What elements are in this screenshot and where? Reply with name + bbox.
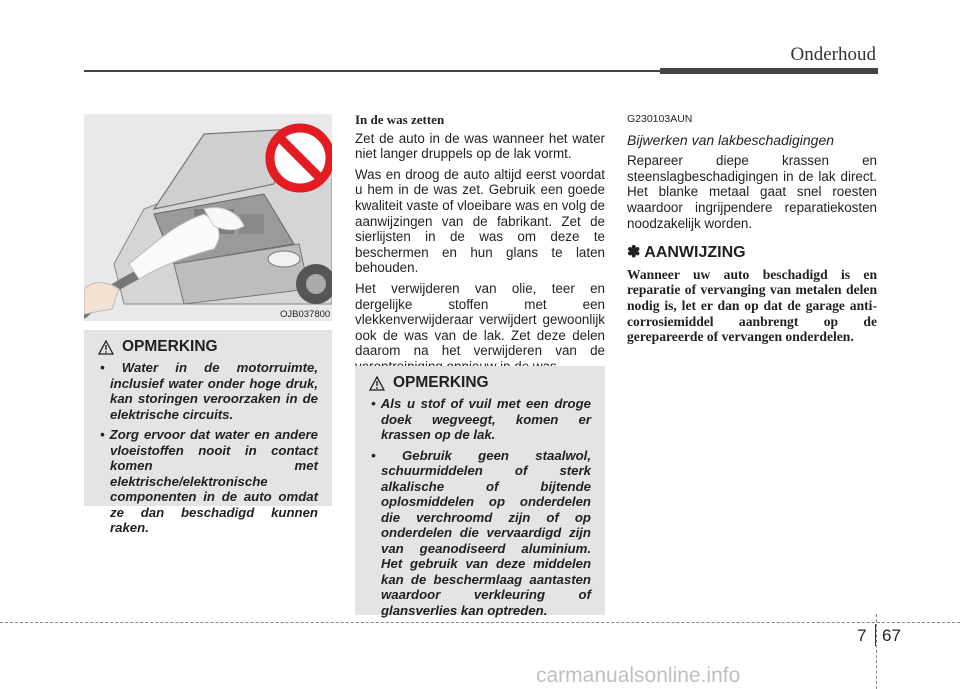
note-heading xyxy=(627,245,877,261)
warning-box-engine xyxy=(84,330,332,535)
warning-item: • Water in de motorruimte, inclusief water onder hoge druk, kan storingen veroorzaken in de elektrische circuits. xyxy=(98,360,318,422)
warning-title-row xyxy=(369,374,591,392)
note-text: Wanneer uw auto beschadigd is en reparatie of vervanging van metalen delen nodig is, let er dan op dat de garage anti-corrosiemiddel aanbrengt op de gerepareerde of vervangen onderdelen. xyxy=(627,266,877,345)
warning-triangle-icon xyxy=(369,376,385,391)
warning-title-row xyxy=(98,338,318,356)
section-code: G230103AUN xyxy=(627,113,693,125)
page-number-separator xyxy=(875,624,876,646)
warning-title: OPMERKING xyxy=(122,338,218,355)
header-rule xyxy=(84,70,660,72)
warning-item: • Gebruik geen staalwol, schuurmiddelen of sterk alkalische of bijtende oplosmiddelen op onderdelen die verchroomd zijn of op onderdelen die vervaardigd zijn van geanodiseerd aluminium. Het gebruik van deze middelen kan de beschermlaag aantasten waardoor verkleuring of glansverlies kan optreden. xyxy=(369,448,591,619)
header-rule-accent xyxy=(660,68,878,74)
note-symbol-icon: ✽ xyxy=(627,244,641,262)
paragraph: Was en droog de auto altijd eerst voordat u hem in de was zet. Gebruik een goede kwaliteit vaste of vloeibare was en volg de aanwijzingen van de fabrikant. Zet de sierlijsten in de was om deze te beschermen en hun glans te laten behouden. xyxy=(355,166,605,276)
right-column xyxy=(627,112,877,345)
warning-item: • Als u stof of vuil met een droge doek wegveegt, komen er krassen op de lak. xyxy=(369,396,591,443)
warning-list xyxy=(98,360,318,536)
paragraph: Repareer diepe krassen en steenslagbeschadigingen in de lak direct. Het blanke metaal gaat snel roesten waardoor ingrijpendere reparatiekosten noodzakelijk worden. xyxy=(627,153,877,231)
illustration-no-engine-wash xyxy=(84,114,332,321)
chapter-number: 7 xyxy=(857,626,867,645)
page-number: 67 xyxy=(882,626,901,645)
section-heading: Bijwerken van lakbeschadigingen xyxy=(627,131,835,148)
footer-rule xyxy=(0,622,960,623)
warning-item: • Zorg ervoor dat water en andere vloeistoffen nooit in contact komen met elektrische/elektronische componenten in de auto omdat ze dan beschadigd kunnen raken. xyxy=(98,427,318,536)
page-header-title: Onderhoud xyxy=(790,44,876,65)
warning-triangle-icon xyxy=(98,340,114,355)
footer-divider xyxy=(876,614,877,689)
warning-title: OPMERKING xyxy=(393,374,489,391)
note-title: AANWIJZING xyxy=(644,244,746,262)
section-heading: In de was zetten xyxy=(355,112,445,127)
middle-column xyxy=(355,112,605,380)
paragraph: Zet de auto in de was wanneer het water niet langer druppels op de lak vormt. xyxy=(355,130,605,162)
car-wash-prohibited-illustration xyxy=(84,114,332,321)
watermark: carmanualsonline.info xyxy=(536,664,741,687)
warning-list xyxy=(369,396,591,618)
paragraph: Het verwijderen van olie, teer en dergelijke stoffen met een vlekkenverwijderaar verwijdert gewoonlijk ook de was van de lak. Zet deze delen daarom na het verwijderen van de xyxy=(355,280,605,359)
figure-code: OJB037800 xyxy=(280,309,331,320)
warning-box-paint xyxy=(355,366,605,618)
